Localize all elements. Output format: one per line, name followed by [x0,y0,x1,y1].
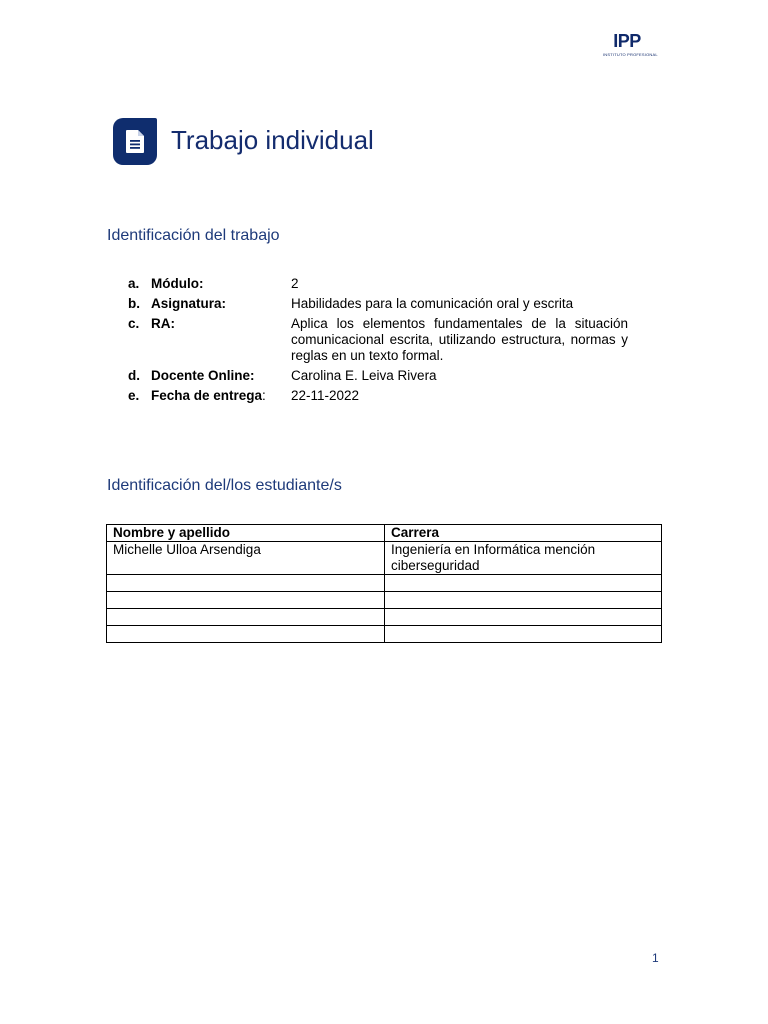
table-row [107,592,662,609]
list-marker: e. [128,388,140,403]
table-cell [107,575,385,592]
info-key: Módulo: [151,276,204,291]
document-icon [113,118,157,165]
info-value: Habilidades para la comunicación oral y escrita [291,296,574,311]
table-cell [385,626,662,643]
column-header-name: Nombre y apellido [107,525,385,542]
list-marker: d. [128,368,140,383]
info-key-colon: : [262,388,266,403]
table-cell [385,609,662,626]
info-key: Asignatura: [151,296,227,311]
info-row-ra [128,316,638,364]
table-cell [385,592,662,609]
info-key [151,388,266,404]
info-value: 2 [291,276,299,291]
list-marker: b. [128,296,140,311]
column-header-career: Carrera [385,525,662,542]
info-value: Aplica los elementos fundamentales de la situación comunicacional escrita, utilizando estructura, normas y reglas en un texto formal. [291,316,628,363]
logo-mark: IPP [613,31,641,51]
work-info-list [128,276,638,408]
list-marker: a. [128,276,140,291]
table-cell: Michelle Ulloa Arsendiga [107,542,385,575]
table-cell [107,609,385,626]
table-row [107,542,662,575]
info-key: Docente Online: [151,368,255,383]
table-row [107,575,662,592]
page-title: Trabajo individual [171,125,374,155]
info-value: 22-11-2022 [291,388,360,403]
section-heading-work: Identificación del trabajo [107,227,280,244]
info-row-due-date [128,388,638,404]
table-row [107,626,662,643]
students-table [106,524,662,643]
table-cell [385,575,662,592]
list-marker: c. [128,316,140,331]
info-row-subject [128,296,638,312]
section-heading-students: Identificación del/los estudiante/s [107,477,342,494]
ipp-logo [603,31,658,60]
page-number: 1 [652,951,659,965]
info-key-text: Fecha de entrega [151,388,263,403]
table-cell [107,626,385,643]
table-row [107,609,662,626]
table-cell [107,592,385,609]
info-row-teacher [128,368,638,384]
info-row-module [128,276,638,292]
table-cell: Ingeniería en Informática mención ciberseguridad [385,542,662,575]
info-value: Carolina E. Leiva Rivera [291,368,437,383]
logo-subtitle: INSTITUTO PROFESIONAL [603,52,658,57]
table-header-row [107,525,662,542]
info-key: RA: [151,316,175,331]
